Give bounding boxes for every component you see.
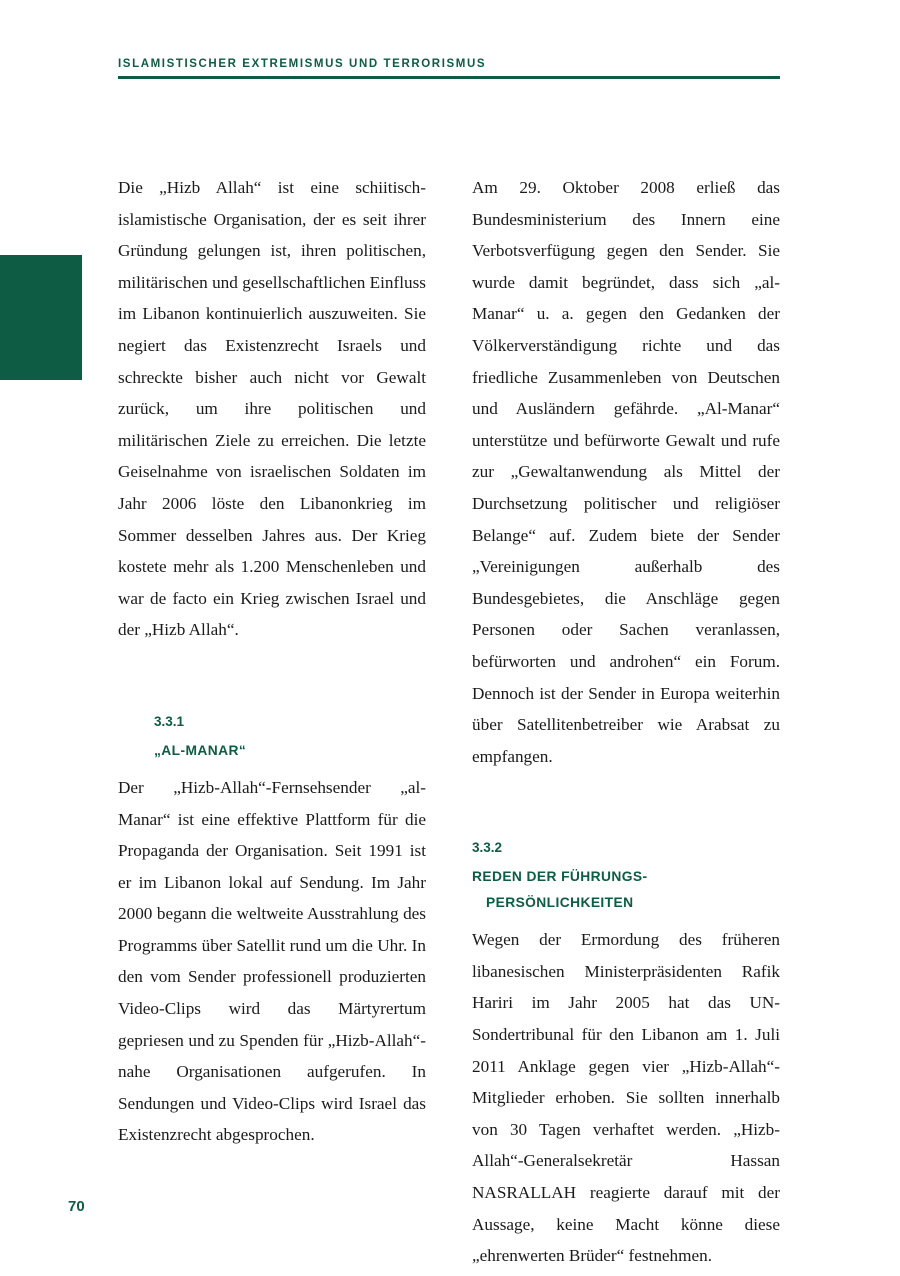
- header-rule: [118, 76, 780, 79]
- section-title-line-1: REDEN DER FÜHRUNGS-: [472, 869, 648, 885]
- column-spacer: [472, 772, 780, 834]
- section-number-332: 3.3.2: [472, 840, 503, 856]
- running-head: [118, 58, 780, 79]
- page-number: 70: [68, 1198, 85, 1215]
- section-title-al-manar: „AL-MANAR“: [154, 742, 247, 758]
- right-paragraph-2: Wegen der Ermordung des früheren libanesischen Ministerpräsidenten Rafik Hariri im Jahr 2005 hat das UN-Sondertribunal für den Libanon am 1. Juli 2011 Anklage gegen vier „Hizb-Allah“-Mitglieder erhoben. Sie sollten innerhalb von 30 Tagen verhaftet werden. „Hizb-Allah“-Generalsekretär Hassan NASRALLAH reagierte darauf mit der Aussage, keine Macht könne diese „ehrenwerten Brüder“ festnehmen.: [472, 930, 780, 1266]
- left-paragraph-2: Der „Hizb-Allah“-Fernsehsender „al-Manar“ ist eine effektive Plattform für die Propaganda der Organisation. Seit 1991 ist er im Libanon lokal auf Sendung. Im Jahr 2000 begann die weltweite Ausstrahlung des Programms über Satellit rund um die Uhr. In den vom Sender professionell produzierten Video-Clips wird das Märtyrertum gepriesen und zu Spenden für „Hizb-Allah“-nahe Organisationen aufgerufen. In Sendungen und Video-Clips wird Israel das Existenzrecht abgesprochen.: [118, 777, 426, 1145]
- running-head-title: ISLAMISTISCHER EXTREMISMUS UND TERRORISMUS: [118, 58, 487, 70]
- left-paragraph-1: Die „Hizb Allah“ ist eine schiitisch-islamistische Organisation, der es seit ihrer Gründung gelungen ist, ihren politischen, militärischen und gesellschaftlichen Einfluss im Libanon kontinuierlich auszuweiten. Sie negiert das Existenzrecht Israels und schreckte bisher auch nicht vor Gewalt zurück, um ihre politischen und militärischen Ziele zu erreichen. Die letzte Geiselnahme von israelischen Soldaten im Jahr 2006 löste den Libanonkrieg im Sommer desselben Jahres aus. Der Krieg kostete mehr als 1.200 Menschenleben und war de facto ein Krieg zwischen Israel und der „Hizb Allah“.: [118, 178, 426, 640]
- column-spacer: [118, 646, 426, 708]
- section-number-331: 3.3.1: [154, 713, 185, 729]
- left-column: [118, 172, 426, 1151]
- edge-marker-tab: [0, 255, 82, 380]
- section-title-reden-der-fuehrungspersoenlichkeiten: [472, 864, 780, 916]
- section-title-line-2: PERSÖNLICHKEITEN: [486, 895, 634, 911]
- right-paragraph-1: Am 29. Oktober 2008 erließ das Bundesministerium des Innern eine Verbotsverfügung gegen den Sender. Sie wurde damit begründet, dass sich „al-Manar“ u. a. gegen den Gedanken der Völkerverständigung richte und das friedliche Zusammenleben von Deutschen und Ausländern gefährde. „Al-Manar“ unterstütze und befürworte Gewalt und rufe zur „Gewaltanwendung als Mittel der Durchsetzung politischer und religiöser Belange“ auf. Zudem biete der Sender „Vereinigungen außerhalb des Bundesgebietes, die Anschläge gegen Personen oder Sachen veranlassen, befürworten und androhen“ ein Forum. Dennoch ist der Sender in Europa weiterhin über Satellitenbetreiber wie Arabsat zu empfangen.: [472, 178, 780, 766]
- body-columns: [118, 172, 780, 1266]
- right-column: [472, 172, 780, 1272]
